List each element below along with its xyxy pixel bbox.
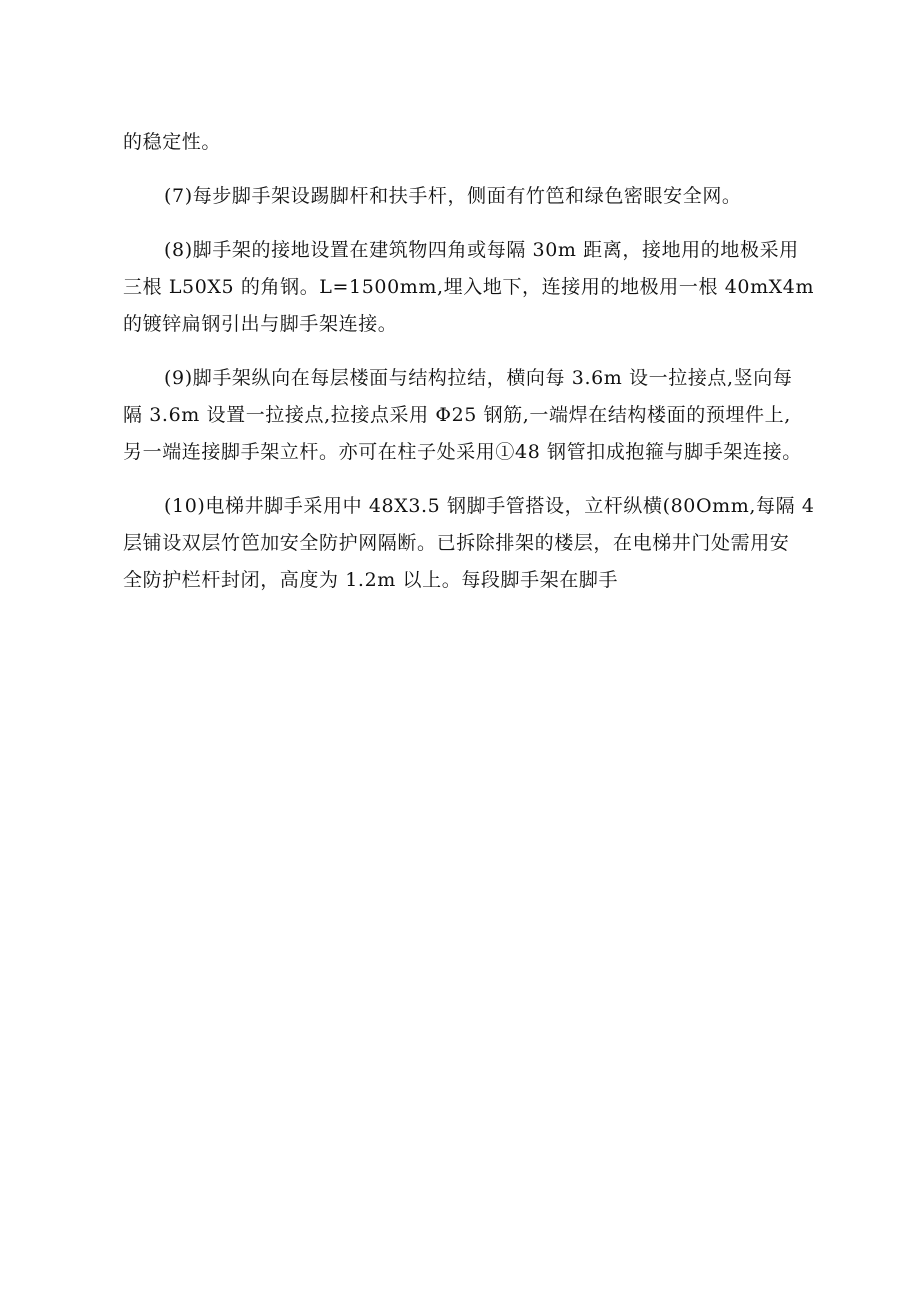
text-line: (10)电梯井脚手采用中 48X3.5 钢脚手管搭设，立杆纵横(80Omm,每隔 4 <box>164 495 815 517</box>
text-line: (8)脚手架的接地设置在建筑物四角或每隔 30m 距离，接地用的地极采用 <box>164 239 799 261</box>
text-line: 的稳定性。 <box>123 131 222 153</box>
paragraph-9 <box>123 360 813 471</box>
paragraph-8 <box>123 232 813 343</box>
text-line: 另一端连接脚手架立杆。亦可在柱子处采用①48 钢管扣成抱箍与脚手架连接。 <box>123 441 802 463</box>
text-line: 的镀锌扁钢引出与脚手架连接。 <box>123 313 398 335</box>
text-line: 层铺设双层竹笆加安全防护网隔断。已拆除排架的楼层，在电梯井门处需用安 <box>123 532 790 554</box>
text-line: 全防护栏杆封闭，高度为 1.2m 以上。每段脚手架在脚手 <box>123 569 619 591</box>
text-line: (9)脚手架纵向在每层楼面与结构拉结，横向每 3.6m 设一拉接点,竖向每 <box>164 367 793 389</box>
paragraph-6-continuation <box>123 124 813 161</box>
text-line: 三根 L50X5 的角钢。L=1500mm,埋入地下，连接用的地极用一根 40mX4m <box>123 276 815 298</box>
paragraph-7 <box>123 178 813 215</box>
paragraph-10 <box>123 488 813 599</box>
text-line: (7)每步脚手架设踢脚杆和扶手杆，侧面有竹笆和绿色密眼安全网。 <box>164 185 742 207</box>
document-body <box>123 124 813 616</box>
text-line: 隔 3.6m 设置一拉接点,拉接点采用 Φ25 钢筋,一端焊在结构楼面的预埋件上, <box>123 404 791 426</box>
